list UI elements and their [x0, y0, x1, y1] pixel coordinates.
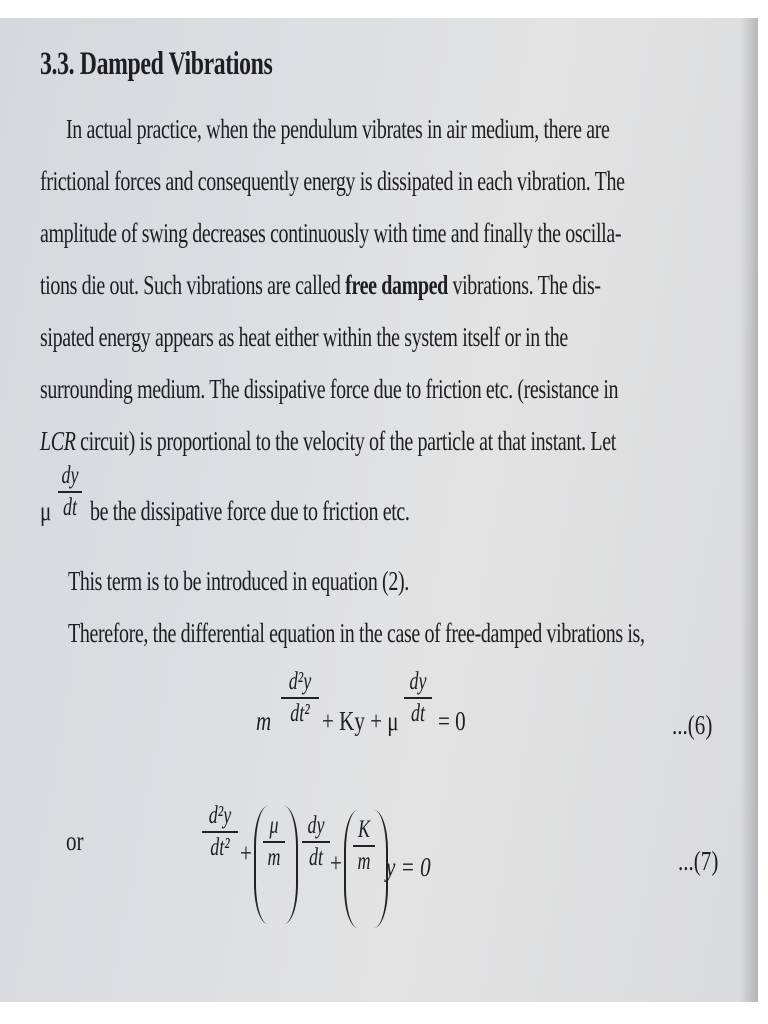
paragraph-line-5: sipated energy appears as heat either within the system itself or in the: [40, 322, 568, 352]
fraction-bar: [404, 697, 432, 699]
eq6-fraction-2: [398, 668, 438, 728]
fraction-bar: [281, 697, 319, 699]
bold-term: free damped: [345, 270, 448, 300]
denominator: dt: [410, 699, 425, 727]
italic-term: LCR: [40, 426, 76, 456]
page-edge-shadow: [740, 18, 758, 1002]
eq6-rhs: = 0: [438, 706, 466, 736]
eq7-rhs: y = 0: [386, 852, 431, 882]
eq6-number: ...(6): [672, 710, 713, 740]
denominator: dt: [62, 493, 77, 521]
fraction-bar: [202, 831, 238, 833]
section-number: 3.3.: [40, 46, 75, 82]
paragraph-line-6: surrounding medium. The dissipative force due to friction etc. (resistance in: [40, 374, 619, 404]
eq6-m: m: [256, 706, 272, 736]
eq6-fraction-1: [276, 668, 324, 728]
numerator: K: [357, 816, 371, 843]
fraction-bar: [302, 841, 330, 843]
section-title: Damped Vibrations: [79, 46, 273, 82]
paragraph-line-7: [40, 426, 616, 456]
numerator: dy: [307, 812, 325, 839]
eq7-plus-1: +: [240, 838, 252, 868]
book-page: [0, 18, 758, 1002]
paragraph-line-8: be the dissipative force due to friction etc.: [90, 496, 410, 526]
fraction-bar: [263, 841, 285, 843]
numerator: d²y: [288, 668, 312, 695]
statement-line-10: Therefore, the differential equation in the case of free-damped vibrations is,: [68, 618, 645, 648]
numerator: μ: [269, 812, 279, 839]
paragraph-line-1: In actual practice, when the pendulum vibrates in air medium, there are: [66, 114, 610, 144]
denominator: m: [267, 843, 281, 871]
numerator: dy: [409, 668, 427, 695]
eq7-fraction-1: [196, 802, 244, 862]
text: tions die out. Such vibrations are called: [40, 270, 346, 300]
paragraph-line-2: frictional forces and consequently energy is dissipated in each vibration. The: [40, 166, 625, 196]
denominator: m: [357, 847, 371, 875]
text: vibrations. The dis-: [447, 270, 601, 300]
eq6-middle: + Ky + μ: [322, 706, 399, 736]
mu-symbol: μ: [40, 496, 52, 526]
fraction-bar: [353, 845, 375, 847]
eq7-k-over-m: [346, 816, 382, 876]
denominator: dt: [308, 843, 323, 871]
denominator: dt²: [210, 833, 230, 861]
numerator: d²y: [208, 802, 232, 829]
fraction-dy-dt: [52, 462, 88, 522]
eq7-or: or: [66, 826, 84, 856]
numerator: dy: [61, 462, 79, 489]
fraction-bar: [58, 491, 82, 493]
paragraph-line-4: [40, 270, 601, 300]
eq7-plus-2: +: [330, 848, 342, 878]
eq7-number: ...(7): [678, 846, 719, 876]
paragraph-line-3: amplitude of swing decreases continuously with time and finally the oscilla-: [40, 218, 622, 248]
statement-line-9: This term is to be introduced in equation (2).: [68, 566, 409, 596]
text: circuit) is proportional to the velocity of the particle at that instant. Let: [75, 426, 616, 456]
denominator: dt²: [290, 699, 310, 727]
section-heading: [40, 46, 272, 83]
eq7-mu-over-m: [256, 812, 292, 872]
